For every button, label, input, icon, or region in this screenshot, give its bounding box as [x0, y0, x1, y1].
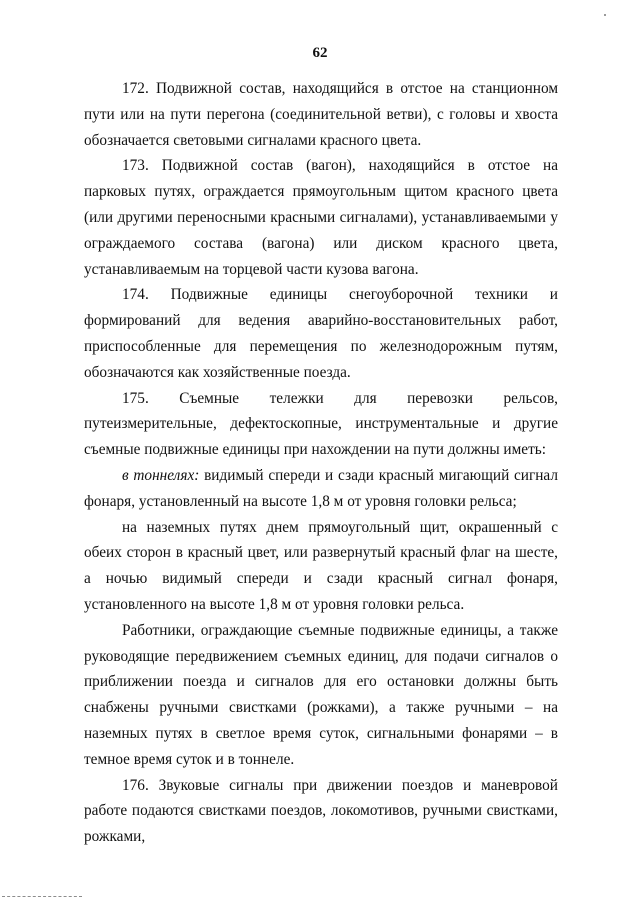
paragraph-tunnels [84, 463, 558, 515]
paragraph-176: 176. Звуковые сигналы при движении поездов и маневровой работе подаются свистками поездов, локомотивов, ручными свистками, рожками, [84, 776, 558, 846]
page-number: 62 [312, 45, 328, 61]
document-body [84, 76, 558, 850]
tunnels-text: видимый спереди и сзади красный мигающий сигнал фонаря, установленный на высоте 1,8 м от уровня головки рельса; [84, 466, 558, 510]
scan-artifact-line [2, 896, 82, 898]
tunnels-lead: в тоннелях: [122, 466, 200, 484]
paragraph-174: 174. Подвижные единицы снегоуборочной техники и формирований для ведения аварийно-восстановительных работ, приспособленные для перемещения по железнодорожным путям, обозначаются как хозяйственные поезда. [84, 286, 558, 381]
paragraph-workers: Работники, ограждающие съемные подвижные единицы, а также руководящие передвижением съемных единиц, для подачи сигналов о приближении поезда и сигналов для его остановки должны быть снабжены ручными свистками (рожками), а также ручными – на наземных путях в светлое время суток, сигнальными фонарями – в темное время суток и в тоннеле. [84, 621, 558, 768]
paragraph-175: 175. Съемные тележки для перевозки рельсов, путеизмерительные, дефектоскопные, инструментальные и другие съемные подвижные единицы при нахождении на пути должны иметь: [84, 389, 558, 459]
paragraph-surface-tracks: на наземных путях днем прямоугольный щит, окрашенный с обеих сторон в красный цвет, или развернутый красный флаг на шесте, а ночью видимый спереди и сзади красный сигнал фонаря, установленного на высоте 1,8 м от уровня головки рельса. [84, 518, 558, 613]
paragraph-173: 173. Подвижной состав (вагон), находящийся в отстое на парковых путях, ограждается прямоугольным щитом красного цвета (или другими переносными красными сигналами), устанавливаемыми у ограждаемого состава (вагона) или диском красного цвета, устанавливаемым на торцевой части кузова вагона. [84, 157, 558, 278]
paragraph-172: 172. Подвижной состав, находящийся в отстое на станционном пути или на пути перегона (соединительной ветви), с головы и хвоста обозначается световыми сигналами красного цвета. [84, 80, 558, 149]
scan-artifact-dot [604, 14, 606, 16]
